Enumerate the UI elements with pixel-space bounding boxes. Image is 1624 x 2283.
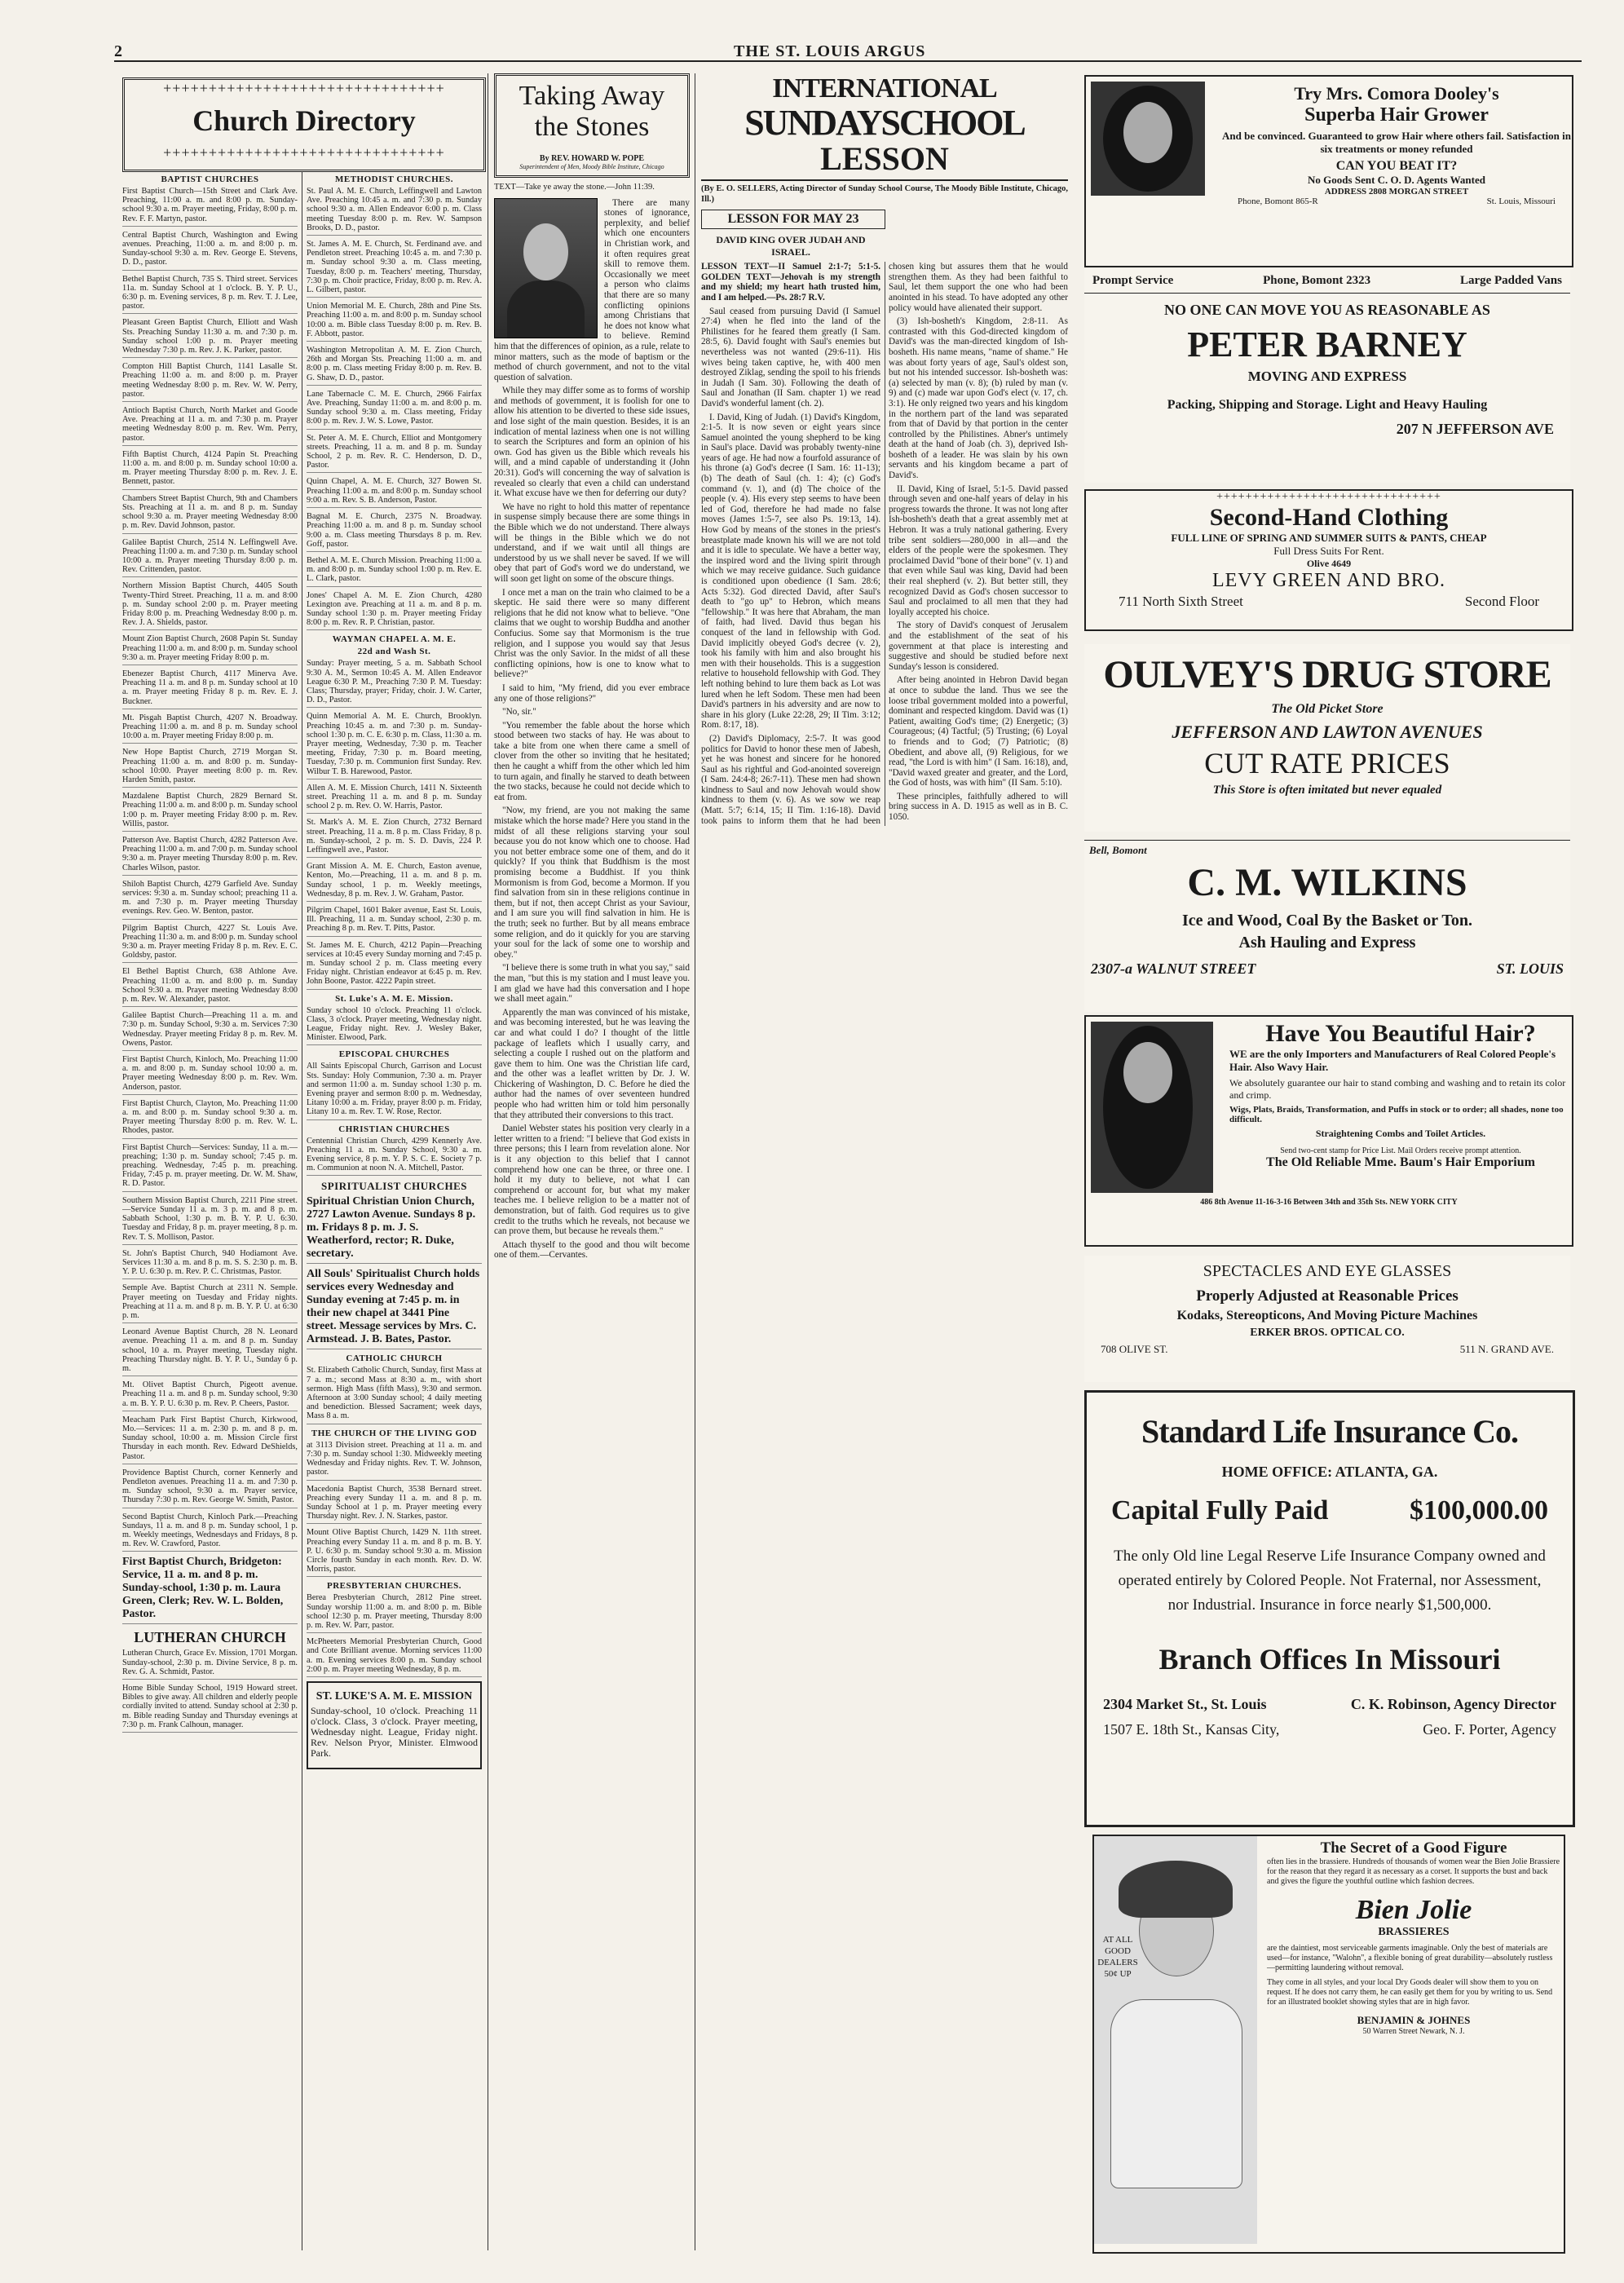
drug-line3: CUT RATE PRICES: [1204, 747, 1450, 779]
church-entry: St. James M. E. Church, 4212 Papin—Preaching services at 10:45 every Sunday morning and 7:45 p. m. Sunday school 2 p. m. Class meeting every Friday night. Christian endeavor at 6:45 p. m. Rev. John Boone, Pastor. 4222 Papin street.: [307, 941, 482, 990]
wayman-entry: Sunday: Prayer meeting, 5 a. m. Sabbath School 9:30 A. M., Sermon 10:45 A. M. Allen Endeavor League 6:30 P. M., Preaching 7:30 P. M. Tuesday: Class; Thursday, prayer; Friday, choir. J. W. Carter, D. D., Pastor.: [307, 659, 482, 708]
lesson-paragraph: (3) Ish-bosheth's Kingdom, 2:8-11. As contrasted with this God-directed kingdom of David's was the man-directed kingdom of Ish-bosheth. His name means, "name of shame." He was about forty years of age, Saul's oldest son, but not his intended successor. Ish-bosheth was: (a) selected by man (v. 8); (b) ruled by man (v. 9) and (c) made war upon God's elect (v. 17, ch. 3:1). He only reigned two years and his kingdom in the northern part of the land was separated from that of David by that portion in the center controlled by the Philistines. Abner's untimely death at the hand of Joab (ch. 3), deprived Ish-bosheth of a leader. He was slain by his own servants and his kingdom became a part of David's.: [889, 316, 1068, 481]
lesson-paragraph: The story of David's conquest of Jerusalem and the establishment of the seat of his government at that place is interesting and suggestive and should be studied before next Sunday's lesson is considered.: [889, 620, 1068, 672]
church-entry: St. John's Baptist Church, 940 Hodiamont Ave. Services 11:30 a. m. and 8 p. m. S. S. 2:30 p. m. B. Y. P. U. 6:30 p. m. Rev. P. C. Christmas, Pastor.: [122, 1249, 298, 1280]
church-entry: Quinn Chapel, A. M. E. Church, 327 Bowen St. Preaching 11:00 a. m. and 8:00 p. m. Sunday school 9:00 a. m. Rev. S. B. Anderson, Pastor.: [307, 477, 482, 508]
lesson-date: LESSON FOR MAY 23: [701, 210, 885, 229]
hair-line3: Wigs, Plats, Braids, Transformation, and Puffs in stock or to order; all shades, none too difficult.: [1229, 1105, 1564, 1124]
church-entry: Grant Mission A. M. E. Church, Easton avenue, Kenton, Mo.—Preaching, 11 a. m. and 8 p. m. Sunday school, 1 p. m. Weekly meetings, Wednesday, 8 p. m. Rev. J. W. Graham, Pastor.: [307, 862, 482, 902]
dooley-footer: [1221, 197, 1572, 206]
lesson-title-1: INTERNATIONAL: [772, 73, 997, 104]
church-entry: New Hope Baptist Church, 2719 Morgan St. Preaching 11:00 a. m. and 8:00 p. m. Sunday-school 10:00. Prayer meeting 8:00 p. m. Rev. Harden Smith, pastor.: [122, 748, 298, 788]
church-entry: St. Peter A. M. E. Church, Elliot and Montgomery streets. Preaching, 11 a. m. and 8 p. m. Sunday School, 2 p. m. Rev. R. C. Henderson, D. D., Pastor.: [307, 434, 482, 474]
church-entry: Galilee Baptist Church, 2514 N. Leffingwell Ave. Preaching 11:00 a. m. and 7:30 p. m. Sunday school 10:00 a. m. Prayer meeting Thursday 8:00 p. m. Rev. Crittenden, pastor.: [122, 538, 298, 578]
dooley-text: [1221, 77, 1572, 206]
sermon-title-line1: Taking Away: [519, 81, 665, 111]
baptist-list: [122, 187, 298, 1552]
insurance-capital-value: $100,000.00: [1410, 1495, 1548, 1526]
wilkins-addr: 2307-a WALNUT STREET: [1091, 960, 1256, 977]
church-entry: St. James A. M. E. Church, St. Ferdinand ave. and Pendleton street. Preaching 10:45 a. m. and 7:30 p. m. Sunday school 9:30 a. m. Class meeting, Tuesday, 8:00 p. m. Teachers' meeting, Thursday, 7:30 p. m. Choir practice, Friday, 8:00 p. m. Rev. A. L. Gilbert, pastor.: [307, 240, 482, 298]
catholic-heading: CATHOLIC CHURCH: [346, 1353, 443, 1364]
church-entry: Northern Mission Baptist Church, 4405 South Twenty-Third Street. Preaching, 11 a. m. and 8:00 p. m. Sunday school 2:00 p. m. Prayer meeting Friday 8:00 p. m. Preaching Wednesday 8:00 p. m. Rev. J. A. Shields, pastor.: [122, 581, 298, 630]
erker-ad: [1084, 1256, 1570, 1382]
lesson-paragraph: After being anointed in Hebron David began at once to subdue the land. Thus we see the loose tribal government molded into a powerful, dominant and respected kingdom. David was (1) Patient, awaiting God's time; (2) Energetic; (3) Courageous; (4) Tactful; (5) Trusting; (6) Loyal to friends and to God; (7) Patriotic; (8) Obedient, and above all, (9) Religious, for we read, "the Lord is with him" (I Sam. 16:18), and, "David waxed greater and greater, and the Lord, the God of hosts, was with him" (II Sam. 5:10).: [889, 675, 1068, 788]
lesson-body: [701, 262, 1068, 826]
lesson-byline: (By E. O. SELLERS, Acting Director of Sunday School Course, The Moody Bible Institute, Chicago, Ill.): [701, 184, 1068, 204]
church-entry: First Baptist Church, Clayton, Mo. Preaching 11:00 a. m. and 8:00 p. m. Sunday school 9:30 a. m. Prayer meeting Thursday 8:00 p. m. Rev. W. L. Rhodes, pastor.: [122, 1099, 298, 1139]
clothing-ad: [1084, 489, 1573, 631]
church-entry: Lutheran Church, Grace Ev. Mission, 1701 Morgan. Sunday-school, 2:30 p. m. Divine Service, 8 p. m. Rev. G. A. Schmidt, Pastor.: [122, 1649, 298, 1680]
erker-line3: ERKER BROS. OPTICAL CO.: [1250, 1327, 1405, 1339]
insurance-title: Standard Life Insurance Co.: [1141, 1413, 1518, 1450]
sermon-body: [494, 198, 690, 1261]
baptist-heading: BAPTIST CHURCHES: [161, 174, 259, 184]
lesson-columns: [701, 262, 1068, 826]
presbyterian-heading: PRESBYTERIAN CHURCHES.: [326, 1581, 462, 1592]
christian-entry: Centennial Christian Church, 4299 Kennerly Ave. Preaching 11 a. m. Sunday School, 9:30 a. m. Evening service, 8 p. m. Y. P. S. C. E. Society 7 p. m. Communion at noon N. A. Mitchell, Pastor.: [307, 1137, 482, 1177]
hair-portrait: [1091, 1022, 1213, 1193]
dooley-city: St. Louis, Missouri: [1486, 197, 1556, 206]
drug-store-ad: [1084, 644, 1570, 832]
episcopal-entry: All Saints Episcopal Church, Garrison and Locust Sts. Sunday: Holy Communion, 7:30 a. m. Prayer and sermon 11:00 a. m. Sunday school 1:30 p. m. Evening prayer and sermon 8:00 p. m. Wednesday, Litany 10:00 a. m. Friday, prayer 8:00 p. m. Friday, Litany 10 a. m. Rev. T. W. Rose, Rector.: [307, 1062, 482, 1119]
stars-top: +++++++++++++++++++++++++++++++: [163, 80, 445, 96]
sermon-title-line2: the Stones: [534, 112, 650, 142]
church-entry: Mount Olive Baptist Church, 1429 N. 11th street. Preaching every Sunday 11 a. m. and 8 p. m. B. Y. P. U. 6:30 p. m. Sunday school 9:30 a. m. Mission Circle fourth Sunday in each month. Rev. D. W. Morris, pastor.: [307, 1528, 482, 1577]
church-entry: Macedonia Baptist Church, 3538 Bernard street. Preaching every Sunday 11 a. m. and 8 p. m. Sunday School at 1 p. m. Prayer meeting every Thursday night. Rev. J. N. Starkes, pastor.: [307, 1485, 482, 1525]
barney-name: PETER BARNEY: [1187, 325, 1467, 364]
st-lukes-mission-heading: ST. LUKE'S A. M. E. MISSION: [316, 1689, 473, 1702]
methodist-list: [307, 187, 482, 630]
church-entry: Mazdalene Baptist Church, 2829 Bernard St. Preaching 11:00 a. m. and 8:00 p. m. Sunday school 1:00 p. m. Prayer meeting Friday 8:00 p. m. Rev. Willis, pastor.: [122, 792, 298, 832]
clothing-addr-right: Second Floor: [1464, 594, 1539, 609]
church-entry: Patterson Ave. Baptist Church, 4282 Patterson Ave. Preaching 11:00 a. m. and 7:00 p. m. Sunday school 9:30 a. m. Prayer meeting Thursday 8:00 p. m. Rev. Charles Wilson, pastor.: [122, 836, 298, 876]
hair-line7: 486 8th Avenue 11-16-3-16 Between 34th and 35th Sts. NEW YORK CITY: [1200, 1198, 1458, 1207]
lesson-title-2: SUNDAYSCHOOL: [744, 103, 1025, 143]
church-entry: St. Paul A. M. E. Church, Leffingwell and Lawton Ave. Preaching 10:45 a. m. and 7:30 p. m. Sunday school 9:30 a. m. Allen Endeavor 6:00 p. m. Class meeting Tuesday 8:00 p. m. Rev. W. Sampson Brooks, D. D., pastor.: [307, 187, 482, 236]
erker-line2: Kodaks, Stereopticons, And Moving Picture Machines: [1176, 1309, 1478, 1323]
clothing-address: [1086, 592, 1572, 612]
church-directory-title-box: [122, 77, 486, 172]
bien-jolie-side: AT ALL GOOD DEALERS 50¢ UP: [1097, 1935, 1138, 1979]
church-entry: Compton Hill Baptist Church, 1141 Lasalle St. Preaching 11:00 a. m. and 8:00 p. m. Prayer meeting Wednesday 8:00 p. m. Rev. W. W. Perry, pastor.: [122, 362, 298, 402]
insurance-b2-right: Geo. F. Porter, Agency: [1423, 1721, 1556, 1738]
pope-portrait: [494, 198, 598, 338]
episcopal-heading: EPISCOPAL CHURCHES: [338, 1049, 450, 1060]
wilkins-ad: [1084, 840, 1570, 1012]
sermon-paragraph: I said to him, "My friend, did you ever embrace any one of those religions?": [494, 682, 690, 704]
hair-line4: Straightening Combs and Toilet Articles.: [1315, 1128, 1486, 1139]
church-entry: Spiritual Christian Union Church, 2727 Lawton Avenue. Sundays 8 p. m. Fridays 8 p. m. J. S. Weatherford, rector; R. Duke, secretary.: [307, 1195, 482, 1264]
dooley-line2: Superba Hair Grower: [1304, 104, 1489, 126]
clothing-title: Second-Hand Clothing: [1209, 504, 1449, 531]
erker-line1: Properly Adjusted at Reasonable Prices: [1196, 1287, 1459, 1305]
hair-text: [1229, 1017, 1572, 1170]
wilkins-line1: Ice and Wood, Coal By the Basket or Ton.: [1181, 912, 1472, 930]
wilkins-address: [1084, 952, 1570, 978]
spiritualist-heading: SPIRITUALIST CHURCHES: [321, 1180, 467, 1193]
church-entry: First Baptist Church, Kinloch, Mo. Preaching 11:00 a. m. and 8:00 p. m. Sunday school 10:00 a. m. Prayer meeting Wednesday 8:00 p. m. Rev. Wm. Anderson, pastor.: [122, 1055, 298, 1095]
barney-top-right: Large Padded Vans: [1459, 274, 1562, 287]
bien-jolie-line1: often lies in the brassiere. Hundreds of thousands of women wear the Bien Jolie Brassiere for the reason that they regard it as necessary as a corset. It supports the bust and back and gives the figure the youthful outline which fashion decrees.: [1267, 1857, 1560, 1886]
hair-emporium-ad: [1084, 1015, 1573, 1247]
bien-jolie-title: The Secret of a Good Figure: [1320, 1839, 1507, 1857]
sermon-byline-sub: Superintendent of Men, Moody Bible Institute, Chicago: [519, 163, 664, 170]
bien-jolie-line3: They come in all styles, and your local Dry Goods dealer will show them to you on request. If he does not carry them, he can easily get them for you by writing to us. Send for an illustrated booklet showing styles that are in high favor.: [1267, 1978, 1553, 2007]
church-entry: Galilee Baptist Church—Preaching 11 a. m. and 7:30 p. m. Sunday School, 9:30 a. m. Services 7:30 Wednesday. Prayer meeting Friday 8 p. m. Rev. M. Owens, Pastor.: [122, 1011, 298, 1051]
wayman-heading: WAYMAN CHAPEL A. M. E.: [332, 634, 457, 645]
insurance-office: HOME OFFICE: ATLANTA, GA.: [1221, 1464, 1438, 1480]
column-lesson: [701, 73, 1068, 2250]
christian-heading: CHRISTIAN CHURCHES: [338, 1124, 450, 1134]
lutheran-list: [122, 1649, 298, 1733]
church-entry: Quinn Memorial A. M. E. Church, Brooklyn. Preaching 10:45 a. m. and 7:30 p. m. Sunday-school 1:30 p. m. C. E. 6:30 p. m. Class, 11:30 a. m. Prayer meeting, Wednesday, 7:30 p. m. Teacher meeting, Friday, 7:30 p. m. Board meeting, Tuesday, 7:30 p. m. Communion first Sunday. Rev. Wilbur T. B. Harewood, Pastor.: [307, 712, 482, 779]
wayman-subheading: 22d and Wash St.: [357, 647, 431, 657]
sermon-paragraph: "I believe there is some truth in what you say," said the man, "but this is my station and I must leave you. I am glad we have had this conversation and I hope we shall meet again.": [494, 963, 690, 1005]
church-entry: All Souls' Spiritualist Church holds services every Wednesday and Sunday evening at 7:45 p. m. in their new chapel at 3441 Pine street. Message services by Mrs. C. Armstead. J. B. Bates, Pastor.: [307, 1268, 482, 1349]
church-entry: Pilgrim Baptist Church, 4227 St. Louis Ave. Preaching 11:30 a. m. and 8:00 p. m. Sunday school 9:30 a. m. Prayer meeting Friday 8 p. m. Rev. E. C. Goldsby, pastor.: [122, 924, 298, 964]
wilkins-phone: Bell, Bomont: [1089, 844, 1147, 856]
hair-line2: We absolutely guarantee our hair to stand combing and washing and to retain its color and crimp.: [1229, 1077, 1566, 1101]
sermon-byline: By REV. HOWARD W. POPE: [539, 154, 645, 163]
insurance-branch: Branch Offices In Missouri: [1158, 1643, 1501, 1676]
sermon-paragraph: We have no right to hold this matter of repentance in suspense simply because there are some things in the Bible which we do not understand. There always will be things in the Bible which we do not understand, and if we wait until all things are understood by us we shall never be saved. If we will obey that part of God's word we do understand, we will soon get light on some of the obscure things.: [494, 501, 690, 584]
bien-jolie-maker: BENJAMIN & JOHNES: [1357, 2014, 1471, 2026]
insurance-b1-right: C. K. Robinson, Agency Director: [1350, 1696, 1556, 1712]
church-entry: Shiloh Baptist Church, 4279 Garfield Ave. Sunday services: 9:30 a. m. Sunday school; preaching 11 a. m. and 7:30 p. m. Prayer meeting Thursday evenings. Rev. Geo. W. Benton, pastor.: [122, 880, 298, 920]
erker-address: [1084, 1340, 1570, 1359]
church-entry: Union Memorial M. E. Church, 28th and Pine Sts. Preaching 11:00 a. m. and 8:00 p. m. Sunday school 10:00 a. m. Bible class Tuesday 8:00 p. m. Rev. B. F. Abbott, pastor.: [307, 302, 482, 342]
dooley-line5: No Goods Sent C. O. D. Agents Wanted: [1308, 174, 1485, 186]
sermon-paragraph: I once met a man on the train who claimed to be a skeptic. He said there were so many different religions that he did not know what to believe. "One claims that we ought to worship Buddha and another Confucius. Some say that Mormonism is the true religion, and I suppose you would say that Jesus Christ was the only Savior. In the midst of all these conflicting opinions, how is one to know what to believe?": [494, 587, 690, 680]
church-entry: Bethel Baptist Church, 735 S. Third street. Services 11a. m. Sunday School at 1 o'clock. B. Y. P. U., 6:30 p. m. Evening services, 8 p. m. Rev. T. J. Lee, pastor.: [122, 275, 298, 315]
dooley-line1: Try Mrs. Comora Dooley's: [1294, 83, 1499, 104]
wilkins-line2: Ash Hauling and Express: [1238, 934, 1416, 952]
sermon-text-ref: TEXT—Take ye away the stone.—John 11:39.: [494, 183, 655, 192]
insurance-capital: [1087, 1481, 1573, 1526]
church-entry: Lane Tabernacle C. M. E. Church, 2966 Fairfax Ave. Preaching, Sunday 11:00 a. m. and 8:00 p. m. Sunday school 9:30 a. m. Class meeting, Friday 8:00 p. m. Rev. J. W. S. Lowe, Pastor.: [307, 390, 482, 430]
church-entry: Providence Baptist Church, corner Kennerly and Pendleton avenues. Preaching 11 a. m. and 7:30 p. m. Sunday school, 9:30 a. m. Prayer service, Thursday 7:30 p. m. Rev. George W. Smith, Pastor.: [122, 1468, 298, 1508]
sermon-paragraph: "You remember the fable about the horse which stood between two stacks of hay. He was about to take a bite from one when there came a smell of clover from the other so inviting that he hesitated; then he caught a whiff from the other which led him to turn again, and finally he starved to death between the two stacks, because he could not decide which to eat from.: [494, 720, 690, 802]
church-directory-title: Church Directory: [192, 104, 416, 137]
drug-line1: The Old Picket Store: [1271, 702, 1383, 716]
dooley-portrait: [1091, 82, 1205, 196]
church-entry: Home Bible Sunday School, 1919 Howard street. Bibles to give away. All children and elderly people cordially invited to attend. Sunday school at 2:30 p. m. Bible reading Sunday and Thursday evenings at 7:30 p. m. Frank Calhoun, manager.: [122, 1684, 298, 1733]
page-header: [114, 42, 1582, 62]
st-lukes-entry: Sunday school 10 o'clock. Preaching 11 o'clock. Class, 3 o'clock. Prayer meeting, Wednesday night. League, Friday night. Rev. J. Wesley Baker, Minister. Elwood, Park.: [307, 1006, 482, 1046]
lesson-paragraph: These principles, faithfully adhered to will bring success in A. D. 1915 as well as in B. C. 1050.: [889, 791, 1068, 823]
bien-jolie-text: [1264, 1836, 1564, 2039]
clothing-stars: +++++++++++++++++++++++++++++++: [1216, 491, 1441, 503]
clothing-line2: Full Dress Suits For Rent.: [1273, 545, 1384, 557]
catholic-entry: St. Elizabeth Catholic Church, Sunday, first Mass at 7 a. m.; second Mass at 8:30 a. m., with short sermon. High Mass (fifth Mass), 9:30 and sermon. Afternoon at 3:00 Sunday school; 4 daily meeting and benediction. Blessed Sacrament; week days, Mass 8 a. m.: [307, 1366, 482, 1424]
sermon-paragraph: There are many stones of ignorance, perplexity, and belief which one encounters in Christian work, and it often requires great skill to remove them. Occasionally we meet a person who claims that there are so many conflicting opinions among Christians that he does not know what to believe. Remind him that the differences of opinion, as a rule, relate to minor matters, such as the mode of baptism or the method of church government, and not to the vital question of salvation.: [494, 197, 690, 382]
church-entry: Fifth Baptist Church, 4124 Papin St. Preaching 11:00 a. m. and 8:00 p. m. Sunday school 10:00 a. m. Prayer meeting Thursday 8:00 p. m. Rev. J. E. Bennett, pastor.: [122, 450, 298, 490]
barney-line4: 207 N JEFFERSON AVE: [1396, 421, 1554, 437]
church-entry: Central Baptist Church, Washington and Ewing avenues. Preaching, 11:00 a. m. and 8:00 p. m. Sunday-school 9:30 a. m. Rev. George E. Stevens, D. D., pastor.: [122, 231, 298, 271]
church-entry: Antioch Baptist Church, North Market and Goode Ave. Preaching at 11 a. m. and 7:30 p. m. Prayer meeting Wednesday 8:00 p. m. Rev. Wm. Perry, pastor.: [122, 406, 298, 446]
clothing-line1: FULL LINE OF SPRING AND SUMMER SUITS & PANTS, CHEAP: [1171, 532, 1487, 544]
insurance-line1: The only Old line Legal Reserve Life Insurance Company owned and operated entirely by Colored People. Not Fraternal, nor Assessment, nor Industrial. Insurance in force nearly $1,500,000.: [1114, 1548, 1546, 1614]
drug-line2: JEFFERSON AND LAWTON AVENUES: [1172, 722, 1483, 742]
church-entry: First Baptist Church—Services: Sunday, 11 a. m.—preaching; 1:30 p. m. Sunday school; 7:45 p. m. preaching. Wednesday, 7:45 p. m. preaching. Friday, 7:45 p. m. prayer meeting. Dr. W. M. Shaw, R. D. Pastor.: [122, 1143, 298, 1192]
hair-line6: The Old Reliable Mme. Baum's Hair Emporium: [1266, 1155, 1535, 1169]
dooley-line4: CAN YOU BEAT IT?: [1335, 159, 1458, 173]
barney-line3: Packing, Shipping and Storage. Light and Heavy Hauling: [1167, 398, 1488, 412]
lesson-paragraph: Saul ceased from pursuing David (I Samuel 27:4) when he fled into the land of the Philistines for he feared them greatly (I Sam. 28:5, 6). David fought with Saul's enemies but nevertheless was not wanted (29:6-11). His wives being taken captive, he, with 400 men destroyed Ziklag, sending the spoil to his friends in Judah (I Sam. 30). Following the death of Saul and Jonathan (II Sam. chapter 1) we read David's wonderful lament (ch. 2).: [701, 306, 880, 408]
church-entry: Pilgrim Chapel, 1601 Baker avenue, East St. Louis, Ill. Preaching, 11 a. m. Sunday school, 2:30 p. m. Preaching 8 p. m. Rev. T. Pitts, Pastor.: [307, 906, 482, 937]
bien-jolie-ad: [1092, 1835, 1565, 2254]
insurance-branch-1: [1087, 1676, 1573, 1713]
dooley-line3: And be convinced. Guaranteed to grow Hair where others fail. Satisfaction in six treatments or money refunded: [1222, 130, 1571, 155]
living-god-entry: at 3113 Division street. Preaching at 11 a. m. and 7:30 p. m. Sunday school 1:30. Midweekly meeting Wednesday and Friday nights. Rev. T. W. Johnson, pastor.: [307, 1441, 482, 1481]
bien-jolie-illustration: [1094, 1836, 1257, 2244]
barney-topline: [1084, 269, 1570, 294]
insurance-b2-left: 1507 E. 18th St., Kansas City,: [1103, 1721, 1280, 1738]
column-sermon: [494, 73, 690, 2250]
church-entry: Semple Ave. Baptist Church at 2311 N. Semple. Prayer meeting on Tuesday and Friday nights. Preaching at 11 a. m. and 8 p. m. B. Y. P. U. at 6:30 p. m.: [122, 1283, 298, 1323]
presbyterian-list: [307, 1593, 482, 1677]
barney-top-left: Prompt Service: [1092, 274, 1174, 287]
dooley-phone: Phone, Bomont 865-R: [1238, 197, 1318, 206]
bien-jolie-brand2: BRASSIERES: [1378, 1926, 1450, 1938]
methodist3-list: [307, 1485, 482, 1578]
hair-line1: WE are the only Importers and Manufacturers of Real Colored People's Hair. Also Wavy Hair.: [1229, 1048, 1556, 1073]
church-entry: St. Mark's A. M. E. Zion Church, 2732 Bernard street. Preaching, 11 a. m. 8 p. m. Class Friday, 8 p. m. Sunday-school, 2 p. m. S. D. Davis, 224 P. Leffingwell ave., Pastor.: [307, 818, 482, 858]
sermon-paragraph: Apparently the man was convinced of his mistake, and was becoming interested, but he was leaving the car and what could I do? I thought of the little package of leaflets which I usually carry, and selecting a couple I rushed out on the platform and gave them to him. One was the Christian life card, and the other was a leaflet written by Dr. J. W. Chickering of Washington, D. C. Before he died the author had the names of over seventeen hundred people who had written him or told him personally that they attributed their conversions to this tract.: [494, 1007, 690, 1120]
church-entry: First Baptist Church—15th Street and Clark Ave. Preaching, 11:00 a. m. and 8:00 p. m. Sunday-school 9:30 a. m. Prayer meeting, Friday, 8:00 p. m. Rev. F. F. Martyn, pastor.: [122, 187, 298, 227]
church-entry: Chambers Street Baptist Church, 9th and Chambers Sts. Preaching at 11 a. m. and 8 p. m. Sunday school 9:30 a. m. Prayer meeting Wednesday 8:00 p. m. Rev. David Johnson, pastor.: [122, 494, 298, 534]
bien-jolie-brand: Bien Jolie: [1355, 1895, 1472, 1925]
lesson-paragraph: (2) David's Diplomacy, 2:5-7. It was good politics for David to honor these men of Jabesh, yet he was honest and sincere for he honored Saul as his rightful and God-anointed sovereign (I Sam. 24:4-8; 26:7-11). These men had shown kindness to Saul and now Jehovah would show kindness to them (v. 6). As we sow we reap (Matt. 5:7; 6:14, 15; II Tim. 1:16-18). David took pains to inform them that he had been chosen king but assures them that he would strengthen them. As they had been faithful to Saul, let them support the one who had been anointed in his stead. To have adopted any other policy would have alienated their support.: [701, 262, 1068, 826]
dooley-ad: [1084, 75, 1573, 267]
erker-addr-right: 511 N. GRAND AVE.: [1459, 1343, 1554, 1355]
clothing-name: LEVY GREEN AND BRO.: [1211, 570, 1446, 591]
church-entry: Mt. Pisgah Baptist Church, 4207 N. Broadway. Preaching 11:00 a. m. and 8 p. m. Sunday school 10:00 a. m. Prayer meeting Friday 8:00 p. m.: [122, 713, 298, 744]
church-entry: Second Baptist Church, Kinloch Park.—Preaching Sundays, 11 a. m. and 8 p. m. Sunday school, 1 p. m. Weekly meetings, Wednesdays and Fridays, 8 p. m. Rev. W. Crawford, Pastor.: [122, 1512, 298, 1552]
column-methodist: [307, 171, 482, 2250]
barney-line1: NO ONE CAN MOVE YOU AS REASONABLE AS: [1164, 302, 1490, 318]
insurance-ad: [1084, 1390, 1575, 1827]
lesson-golden-text: LESSON TEXT—II Samuel 2:1-7; 5:1-5. GOLDEN TEXT—Jehovah is my strength and my shield; my heart hath trusted him, and I am helped.—Ps. 28:7 R.V.: [701, 262, 880, 302]
church-entry: Mount Zion Baptist Church, 2608 Papin St. Sunday Preaching 11:00 a. m. and 8:00 p. m. Sunday school 9:30 a. m. Prayer meeting Friday 8:00 p. m.: [122, 634, 298, 665]
drug-title: OULVEY'S DRUG STORE: [1103, 653, 1551, 696]
barney-line2: MOVING AND EXPRESS: [1247, 369, 1407, 384]
barney-ad: [1084, 269, 1570, 483]
church-entry: Ebenezer Baptist Church, 4117 Minerva Ave. Preaching 11 a. m. and 8 p. m. Sunday school at 10 a. m. Prayer meeting Friday 8 p. m. Rev. E. J. Buckner.: [122, 669, 298, 709]
spiritualist-list: [307, 1195, 482, 1349]
wilkins-city: ST. LOUIS: [1496, 960, 1564, 977]
church-entry: Jones' Chapel A. M. E. Zion Church, 4280 Lexington ave. Preaching at 11 a. m. and 8 p. m. Sunday school 1:30 p. m. Prayer meeting Friday 8:00 p. m. Rev. R. P. Christian, pastor.: [307, 591, 482, 631]
erker-title: SPECTACLES AND EYE GLASSES: [1203, 1262, 1452, 1280]
sermon-paragraph: Attach thyself to the good and thou wilt become one of them.—Cervantes.: [494, 1239, 690, 1261]
church-entry: Mt. Olivet Baptist Church, Pigeott avenue. Preaching 11 a. m. and 8 p. m. Sunday school, 9:30 a. m. B. Y. P. U. 6:30 p. m. Rev. P. Cheers, Pastor.: [122, 1380, 298, 1411]
masthead: THE ST. LOUIS ARGUS: [734, 42, 926, 60]
erker-addr-left: 708 OLIVE ST.: [1101, 1343, 1168, 1355]
lesson-title-3: LESSON: [820, 140, 949, 177]
church-entry: Berea Presbyterian Church, 2812 Pine street. Sunday worship 11:00 a. m. and 8:00 p. m. Bible school 12:30 p. m. Prayer meeting, Thursday 8:00 p. m. Rev. W. Parr, pastor.: [307, 1593, 482, 1633]
insurance-branch-2: [1087, 1713, 1573, 1738]
church-entry: Meacham Park First Baptist Church, Kirkwood, Mo.—Services: 11 a. m. 2:30 p. m. and 8 p. m. Sunday school, 10:00 a. m. Mission Circle first Thursday in each month. Rev. Edward DeShields, Pastor.: [122, 1415, 298, 1464]
bien-jolie-line2: are the daintiest, most serviceable garments imaginable. Only the best of materials are used—for instance, "Walohn", a flexible boning of great durability—absolutely rustless—permitting laundering without removal.: [1267, 1944, 1553, 1972]
barney-top-mid: Phone, Bomont 2323: [1263, 274, 1371, 287]
lutheran-heading: LUTHERAN CHURCH: [134, 1629, 286, 1646]
clothing-phone: Olive 4649: [1306, 558, 1352, 569]
lesson-title-box: [701, 73, 1068, 181]
church-entry: Pleasant Green Baptist Church, Elliott and Wash Sts. Preaching Sunday 11:30 a. m. and 7:30 p. m. Sunday school 1:00 p. m. Prayer meeting Wednesday 7:30 p. m. Rev. J. K. Parker, pastor.: [122, 318, 298, 358]
column-baptist: [122, 171, 298, 2250]
church-entry: Bethel A. M. E. Church Mission. Preaching 11:00 a. m. and 8:00 p. m. Sunday school 1:00 p. m. Rev. E. L. Clark, pastor.: [307, 556, 482, 587]
page-number: 2: [114, 42, 122, 60]
dooley-line6: ADDRESS 2808 MORGAN STREET: [1324, 187, 1469, 197]
living-god-heading: THE CHURCH OF THE LIVING GOD: [311, 1428, 478, 1438]
stars-bottom: +++++++++++++++++++++++++++++++: [163, 144, 445, 161]
drug-line4: This Store is often imitated but never equaled: [1212, 784, 1442, 797]
insurance-capital-label: Capital Fully Paid: [1111, 1495, 1329, 1526]
st-lukes-mission-box: [307, 1681, 482, 1769]
church-entry: Allen A. M. E. Mission Church, 1411 N. Sixteenth street. Preaching 11 a. m. and 8 p. m. Sunday school 2 p. m. Rev. O. W. Harris, Pastor.: [307, 784, 482, 815]
church-entry: Bagnal M. E. Church, 2375 N. Broadway. Preaching 11:00 a. m. and 8 p. m. Sunday school 9:00 a. m. Class meeting Thursdays 8 p. m. Rev. Goff, pastor.: [307, 512, 482, 552]
sermon-paragraph: "Now, my friend, are you not making the same mistake which the horse made? Here you stand in the midst of all these religions starving your soul because you do not know which one to choose. Had you not better embrace some one of them, and do it quickly? If you think that Buddhism is the most promising become a Buddhist. If you think Mormonism is from God, become a Mormon. If you find salvation from sin in these religions continue in them, but if not, then accept Christ as your Saviour, and I am sure you will find salvation in him. He is the truth; seek no further. But by all means embrace some religion, and do it quickly for you are starving your soul for the lack of some one to worship and obey.": [494, 806, 690, 960]
hair-title: Have You Beautiful Hair?: [1265, 1020, 1536, 1047]
church-entry: Leonard Avenue Baptist Church, 28 N. Leonard avenue. Preaching 11 a. m. and 8 p. m. Sunday school, 10 a. m. Prayer meeting, Tuesday night. Preaching Thursday night. B. Y. P. U., Sunday 6 p. m.: [122, 1327, 298, 1376]
methodist-heading: METHODIST CHURCHES.: [335, 174, 453, 184]
methodist2-list: [307, 712, 482, 989]
st-lukes-mission-entry: Sunday-school, 10 o'clock. Preaching 11 o'clock. Class, 3 o'clock. Prayer meeting, Wednesday night. League, Friday night. Rev. Nelson Pryor, Minister. Elmwood Park.: [311, 1704, 478, 1759]
lesson-paragraph: II. David, King of Israel, 5:1-5. David passed through seven and one-half years of delay in his progress towards the throne. It was not long after Ish-bosheth's death that a great assembly met at Hebron. It was a truly national gathering. Every tribe sent soldiers—280,000 in all—and the elders of the people were the spokesmen. They proclaimed David "bone of their bone" (v. 1) and that even while Saul was king, David had been their real shepherd (v. 2). But better still, they recognized David as God's chosen successor to Saul and proclaimed to all men that they had loyally accepted his choice.: [889, 484, 1068, 617]
lesson-paragraph: I. David, King of Judah. (1) David's Kingdom, 2:1-5. It is now seven or eight years since Samuel anointed the young shepherd to be king in Saul's place. David was probably twenty-nine years of age. He had now a fourfold assurance of his throne (a) God's decree (I Sam. 16: 11-13); (b) The death of Saul (ch. 1: 4); (c) God's command (v. 1), and (d) The choice of the people (v. 4). His every step seems to have been led of God, therefore he had made no false moves (James 1:5-7, see also Ps. 19:13, 14). How God by means of the stones in the priest's breastplate made known his will we are not told and it is idle to speculate. We have a better way, the inspired word and the living spirit through which we may receive guidance. Such guidance is conditioned upon obedience (I Sam. 28:6; Acts 5:32). God directed David, after Saul's death to "go up" to Hebron, which means "fellowship." It was here that Abraham, the man of faith, had lived. David thus began his conquest of the land in fellowship with God. David implicitly obeyed God's decree (v. 2), took his family with him and also brought his men with their households. This is a suggestion relative to household fellowship with God. They left nothing behind to lure them back as Lot was lured when he left Sodom. These men had been David's partners in his adversity and are now to share in his glory (Luke 22:28, 29; II Tim. 3:12; Rom. 8:17, 18).: [701, 412, 880, 731]
church-entry: El Bethel Baptist Church, 638 Athlone Ave. Preaching 11:00 a. m. and 8:00 p. m. Sunday School 9:30 a. m. Prayer meeting Wednesday 8:00 p. m. Rev. W. Alexander, pastor.: [122, 967, 298, 1007]
sermon-title-box: [494, 73, 690, 178]
insurance-b1-left: 2304 Market St., St. Louis: [1103, 1696, 1267, 1712]
wilkins-name: C. M. WILKINS: [1187, 861, 1467, 904]
church-entry: McPheeters Memorial Presbyterian Church, Good and Cote Brilliant avenue. Morning services 11:00 a. m. Evening services 8:00 p. m. Sunday school 2:00 p. m. Prayer meeting Wednesday, 8 p. m.: [307, 1637, 482, 1677]
lesson-topic: DAVID KING OVER JUDAH AND ISRAEL.: [716, 234, 866, 258]
sermon-paragraph: "No, sir.": [502, 707, 536, 718]
st-lukes-heading: St. Luke's A. M. E. Mission.: [335, 993, 453, 1004]
church-entry: Southern Mission Baptist Church, 2211 Pine street.—Service Sunday 11 a. m. 3 p. m. and 8 p. m. Sabbath School, 1:30 p. m. B. Y. P. U. 6:30. Tuesday and Friday, 8 p. m. prayer meeting, 8 p. m. Rev. T. S. Mollison, Pastor.: [122, 1196, 298, 1245]
bridgeton-entry: First Baptist Church, Bridgeton: Service, 11 a. m. and 8 p. m. Sunday-school, 1:30 p. m. Laura Green, Clerk; Rev. W. L. Bolden, Pastor.: [122, 1556, 298, 1624]
sermon-paragraph: Daniel Webster states his position very clearly in a letter written to a friend: "I believe that God exists in three persons; this I learn from revelation alone. Nor is it any objection to this belief that I cannot comprehend how one can be three, or three one. I hold it my duty to believe, not what I can comprehend or account for, but what my maker teaches me. I believe religion to be a matter not of demonstration, but of faith. God requires us to give credit to the truths which he reveals, not because we can prove them, but because he reveals them.": [494, 1124, 690, 1237]
sermon-paragraph: While they may differ some as to forms of worship and methods of government, it is foolish for one to allow his attention to be diverted to these side issues, and lose sight of the main question. Besides, it is an indication of mental laziness when one is not willing to search the Scriptures and form an opinion of his own. God has given us the Bible which reveals his will, and a mind capable of understanding it (John 20:31). God's will concerning the way of salvation is revealed so clearly that even a child can understand it. What excuse have we then for deferring our duty?: [494, 386, 690, 499]
bien-jolie-addr: 50 Warren Street Newark, N. J.: [1362, 2027, 1465, 2036]
hair-line5: Send two-cent stamp for Price List. Mail Orders receive prompt attention.: [1280, 1146, 1521, 1155]
church-entry: Washington Metropolitan A. M. E. Zion Church, 26th and Morgan Sts. Preaching 11:00 a. m. and 8:00 p. m. Class meeting Friday 8:00 p. m. Rev. B. G. Shaw, D. D., pastor.: [307, 346, 482, 386]
clothing-addr-left: 711 North Sixth Street: [1119, 594, 1243, 609]
